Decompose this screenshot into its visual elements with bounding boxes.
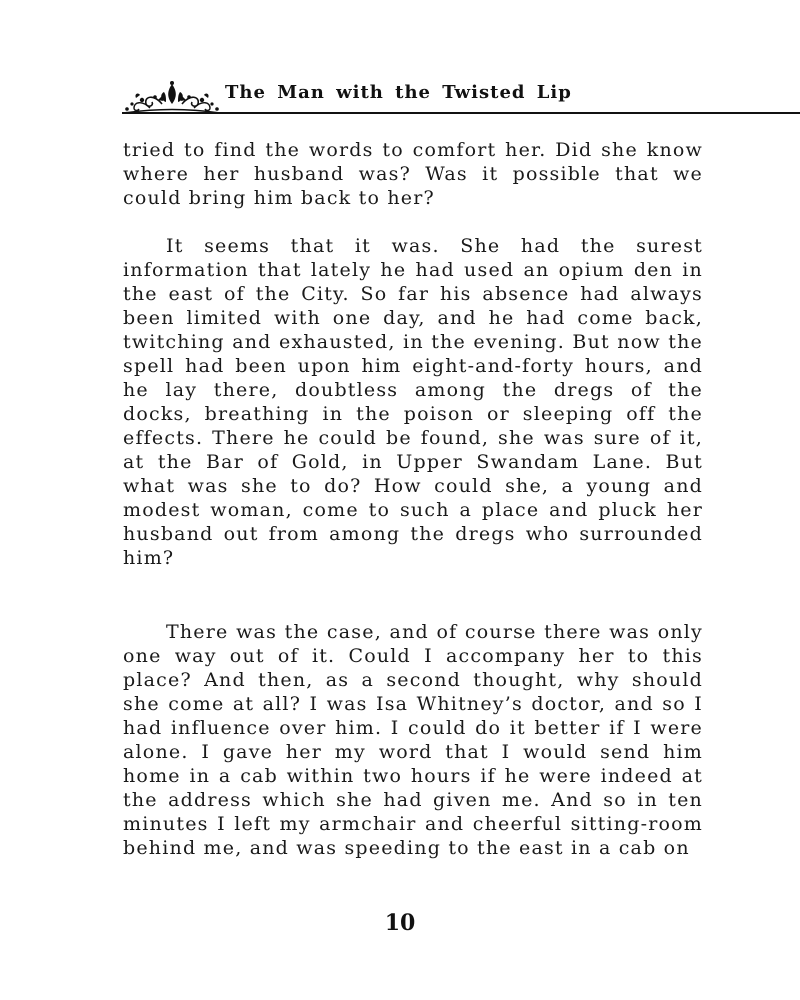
paragraph-text: tried to find the words to comfort her. Did she know where her husband was? Was it possible that we could bring him back to her? (123, 139, 703, 209)
header-rule (122, 112, 800, 114)
paragraph-text: There was the case, and of course there was only one way out of it. Could I accompany her to this place? And then, as a second thought, why should she come at all? I was Isa Whitney’s doctor, and so I had influence over him. I could do it better if I were alone. I gave her my word that I would send him home in a cab within two hours if he were indeed at the address which she had given me. And so in ten minutes I left my armchair and cheerful sitting-room behind me, and was speeding to the east in a cab on (123, 621, 703, 859)
running-header (122, 78, 800, 118)
floral-ornament-icon (122, 80, 222, 116)
paragraph-text: It seems that it was. She had the surest information that lately he had used an opium den in the east of the City. So far his absence had always been limited with one day, and he had come back, twitching and exhausted, in the evening. But now the spell had been upon him eight-and-forty hours, and he lay there, doubtless among the dregs of the docks, breathing in the poison or sleeping off the effects. There he could be found, she was sure of it, at the Bar of Gold, in Upper Swandam Lane. But what was she to do? How could she, a young and modest woman, come to such a place and pluck her husband out from among the dregs who surrounded him? (123, 235, 703, 569)
page-number: 10 (384, 910, 416, 936)
paragraph (123, 234, 703, 570)
paragraph (123, 620, 703, 860)
running-title: The Man with the Twisted Lip (225, 82, 572, 103)
paragraph-continued (123, 138, 703, 210)
